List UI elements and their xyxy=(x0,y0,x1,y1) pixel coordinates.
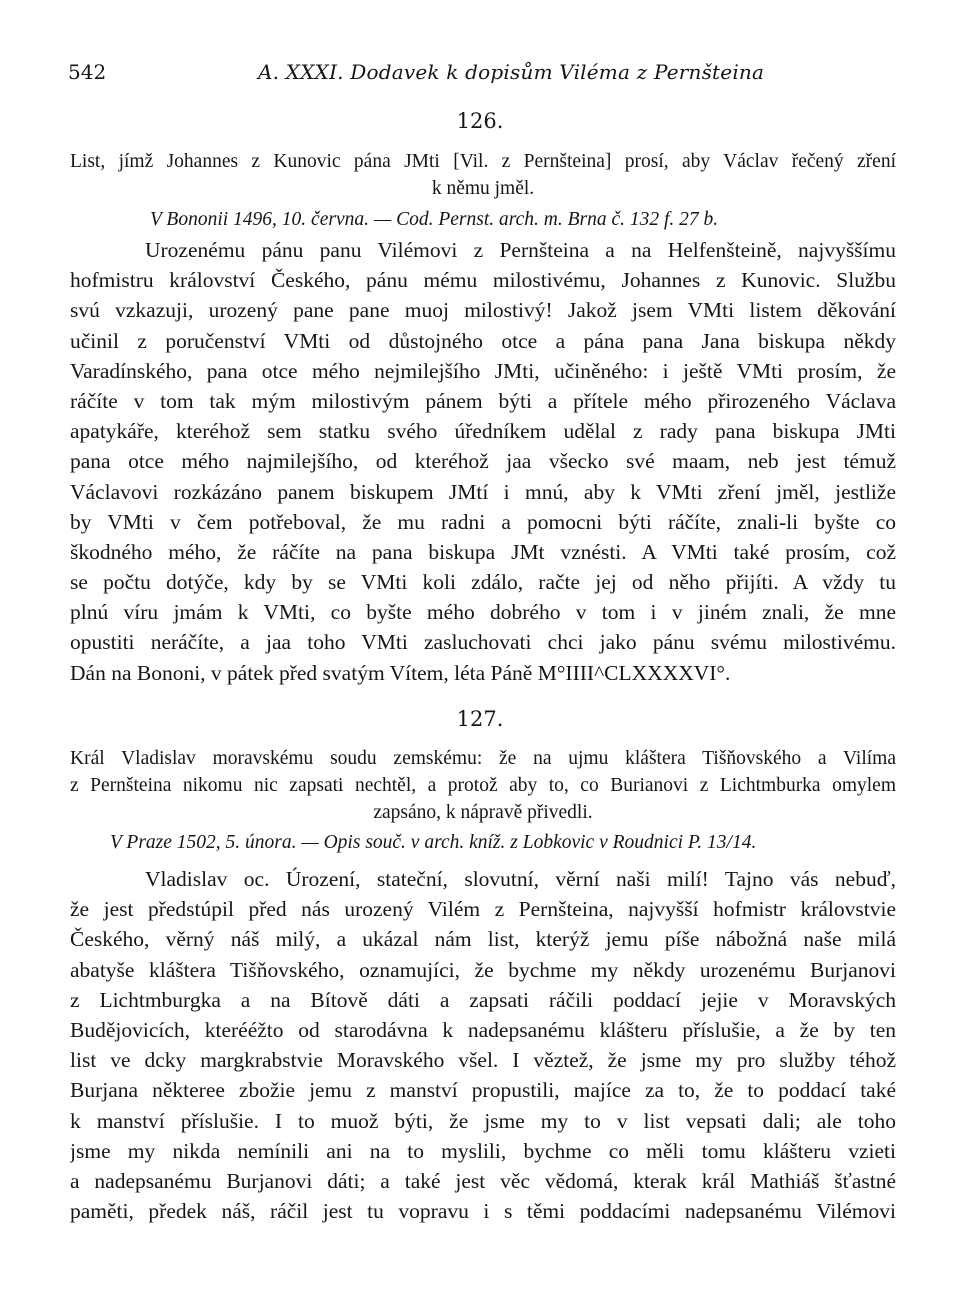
page-number: 542 xyxy=(68,60,107,84)
summary-line: List, jímž Johannes z Kunovic pána JMti [Vil. z Pernšteina] prosí, aby Václav řečený zření xyxy=(70,151,896,172)
source-line: V Praze 1502, 5. února. — Opis souč. v arch. kníž. z Lobkovic v Roudnici P. 13/14. xyxy=(110,832,757,853)
document-source-127 xyxy=(110,829,890,857)
summary-line: zapsáno, k nápravě přivedli. xyxy=(373,802,593,823)
text-line: se počtu dotýče, kdy by se VMti koli zdálo, račte jej od něho přijíti. A vždy tu xyxy=(70,570,896,595)
text-line: ráčíte v tom tak mým milostivým pánem býti a přítele mého přirozeného Václava xyxy=(70,388,896,413)
running-head: A. XXXI. Dodavek k dopisům Viléma z Pernšteina xyxy=(258,60,765,84)
text-line: jsme my nikda nemínili ani na to myslili, bychme co měli tomu klášteru vzieti xyxy=(70,1138,896,1163)
page-header xyxy=(68,56,896,90)
text-line: Václavovi rozkázáno panem biskupem JMtí i mnú, aby k VMti zření jměl, jestliže xyxy=(70,479,896,504)
text-line: opustiti neráčíte, a jaa toho VMti zasluchovati chci jako pánu svému milostivému. xyxy=(70,630,896,655)
document-text-126 xyxy=(70,235,896,688)
text-line: že jest předstúpil před nás urozený Vilém z Pernšteina, najvyšší hofmistr královstvie xyxy=(70,897,896,922)
text-line: hofmistru království Českého, pánu mému milostivému, Johannes z Kunovic. Službu xyxy=(70,268,896,293)
document-text-127 xyxy=(70,864,896,1226)
text-line: učinil z poručenství VMti od důstojného otce a pána pana Jana biskupa někdy xyxy=(70,328,896,353)
text-line: k manství příslušie. I to muož býti, že jsme my to v list vepsati dali; ale toho xyxy=(70,1108,896,1133)
document-number-126: 126. xyxy=(456,109,504,133)
text-line: škodného mého, že ráčíte na pana biskupa JMt vznésti. A VMti také prosím, což xyxy=(70,539,896,564)
document-summary-127 xyxy=(70,745,896,826)
text-line: svú vzkazuji, urozený pane pane muoj milostivý! Jakož jsem VMti listem děkování xyxy=(70,298,896,323)
text-line: paměti, předek náš, ráčil jest tu vopravu i s těmi poddacími nadepsanému Vilémovi xyxy=(70,1199,896,1224)
text-line: Burjana některee zbožie jemu z manství propustili, majíce za to, že to poddací také xyxy=(70,1078,896,1103)
source-line: V Bononii 1496, 10. června. — Cod. Pernst. arch. m. Brna č. 132 f. 27 b. xyxy=(150,209,719,230)
text-line: plnú víru jmám k VMti, co byšte mého dobrého v tom i v jiném znali, že mne xyxy=(70,600,896,625)
text-line: abatyše kláštera Tišňovského, oznamujíci, že bychme my někdy urozenému Burjanovi xyxy=(70,957,896,982)
summary-line: k němu jměl. xyxy=(431,178,535,199)
text-line: a nadepsanému Burjanovi dáti; a také jest věc vědomá, kterak král Mathiáš šťastné xyxy=(70,1168,896,1193)
text-line: apatykáře, kteréhož sem statku svého úředníkem udělal z rady pana biskupa JMti xyxy=(70,419,896,444)
text-line: z Lichtmburgka a na Bítově dáti a zapsati ráčili poddací jejie v Moravských xyxy=(70,987,896,1012)
text-line: Vladislav oc. Úrození, stateční, slovutní, věrní naši milí! Tajno vás nebuď, xyxy=(145,867,896,891)
summary-line: Král Vladislav moravskému soudu zemskému: že na ujmu kláštera Tišňovského a Vilíma xyxy=(70,748,896,769)
text-line: Českého, věrný náš milý, a ukázal nám list, kterýž jemu píše nábožná naše milá xyxy=(70,927,896,952)
text-line: Urozenému pánu panu Vilémovi z Pernšteina a na Helfenšteině, najvyššímu xyxy=(145,238,896,262)
text-line: Budějovicích, kterééžto od starodávna k nadepsanému klášteru příslušie, a že by ten xyxy=(70,1017,896,1042)
document-number-127: 127. xyxy=(456,707,504,731)
document-summary-126 xyxy=(70,148,896,202)
text-line: by VMti v čem potřeboval, že mu radni a pomocni býti ráčíte, znali-li byšte co xyxy=(70,509,896,534)
document-source-126 xyxy=(150,206,850,234)
text-line: Varadínského, pana otce mého nejmilejšího JMti, učiněného: i ještě VMti prosím, že xyxy=(70,358,896,383)
text-line: Dán na Bononi, v pátek před svatým Vítem, léta Páně M°IIII^CLXXXXVI°. xyxy=(70,660,731,685)
text-line: pana otce mého najmilejšího, od kteréhož jaa všecko své maam, neb jest témuž xyxy=(70,449,896,474)
text-line: list ve dcky margkrabstvie Moravského všel. I věztež, že jsme my pro služby téhož xyxy=(70,1048,896,1073)
summary-line: z Pernšteina nikomu nic zapsati nechtěl, a protož aby to, co Burianovi z Lichtmburka omylem xyxy=(70,775,896,796)
